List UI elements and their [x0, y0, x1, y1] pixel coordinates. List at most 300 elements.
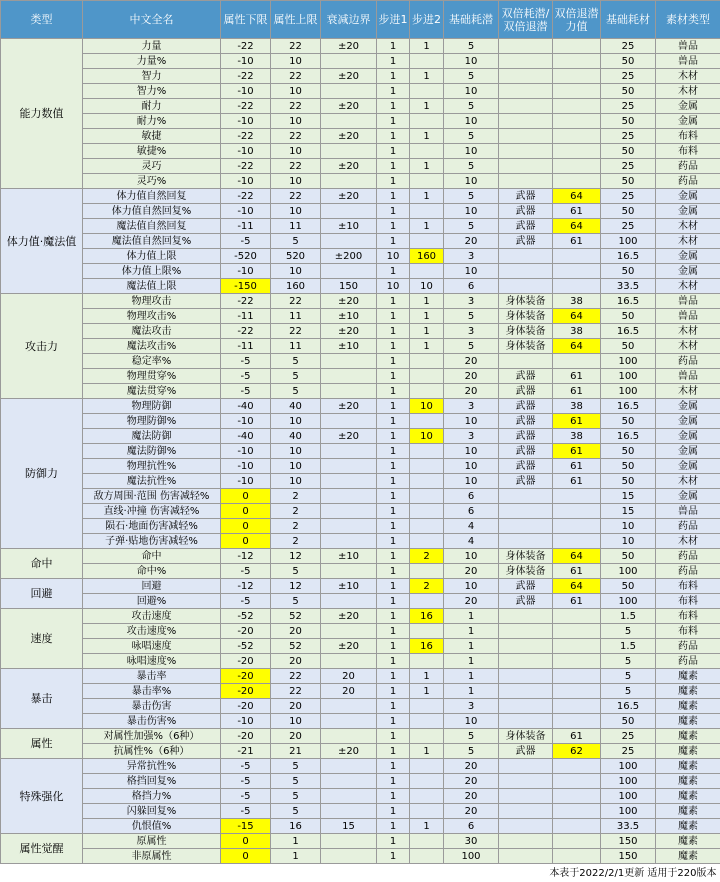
table-cell: 22	[271, 99, 321, 114]
table-row	[1, 264, 720, 279]
table-cell: -10	[221, 114, 271, 129]
table-cell: 木材	[656, 69, 720, 84]
table-cell: 5	[601, 669, 656, 684]
category-cell: 属性	[1, 729, 83, 759]
table-cell: 兽品	[656, 39, 720, 54]
table-cell: 100	[601, 234, 656, 249]
table-cell: 1	[377, 204, 410, 219]
table-cell	[321, 849, 377, 864]
table-cell: 5	[444, 39, 499, 54]
attribute-name-cell: 魔法值自然回复%	[83, 234, 221, 249]
table-cell: 5	[444, 219, 499, 234]
attribute-name-cell: 抗属性%（6种）	[83, 744, 221, 759]
table-cell: 1	[377, 609, 410, 624]
table-cell	[499, 159, 553, 174]
table-cell: 布料	[656, 624, 720, 639]
table-cell: 40	[271, 429, 321, 444]
table-cell	[553, 684, 601, 699]
table-cell: 10	[444, 114, 499, 129]
table-cell: 武器	[499, 414, 553, 429]
table-cell: 魔素	[656, 774, 720, 789]
table-row	[1, 639, 720, 654]
table-cell	[553, 489, 601, 504]
table-cell	[321, 444, 377, 459]
table-cell: 1.5	[601, 609, 656, 624]
table-cell: 1	[444, 624, 499, 639]
attribute-name-cell: 闪躲回复%	[83, 804, 221, 819]
table-cell: 40	[271, 399, 321, 414]
table-cell	[499, 759, 553, 774]
table-cell: 1	[377, 294, 410, 309]
table-cell	[321, 624, 377, 639]
attribute-name-cell: 敌方周围·范围 伤害减轻%	[83, 489, 221, 504]
table-cell: 1	[410, 684, 444, 699]
table-cell: 木材	[656, 84, 720, 99]
category-cell: 攻击力	[1, 294, 83, 399]
table-cell	[410, 534, 444, 549]
table-cell: 100	[601, 774, 656, 789]
table-cell: 64	[553, 549, 601, 564]
table-cell: ±20	[321, 399, 377, 414]
attribute-name-cell: 攻击速度%	[83, 624, 221, 639]
category-cell: 体力值·魔法值	[1, 189, 83, 294]
table-cell: 1	[377, 849, 410, 864]
table-cell: 1	[377, 759, 410, 774]
table-row	[1, 219, 720, 234]
table-cell: 1	[377, 399, 410, 414]
table-cell: 38	[553, 399, 601, 414]
table-cell: 0	[221, 489, 271, 504]
table-cell	[321, 699, 377, 714]
attribute-name-cell: 魔法值上限	[83, 279, 221, 294]
table-cell	[553, 534, 601, 549]
table-cell: 61	[553, 729, 601, 744]
table-cell: -11	[221, 339, 271, 354]
table-cell: 1	[410, 744, 444, 759]
table-cell: 武器	[499, 474, 553, 489]
table-cell: 100	[601, 354, 656, 369]
table-cell: 药品	[656, 519, 720, 534]
table-cell: -10	[221, 174, 271, 189]
table-cell: 木材	[656, 234, 720, 249]
category-cell: 属性觉醒	[1, 834, 83, 864]
table-cell: 20	[444, 789, 499, 804]
table-cell	[321, 489, 377, 504]
table-cell: 魔素	[656, 834, 720, 849]
table-cell: 20	[271, 624, 321, 639]
table-cell: 1	[410, 69, 444, 84]
table-row	[1, 819, 720, 834]
table-cell: 10	[271, 54, 321, 69]
table-cell: 木材	[656, 219, 720, 234]
table-cell: 药品	[656, 174, 720, 189]
footer-note: 本表于2022/2/1更新 适用于220版本	[1, 864, 720, 882]
table-cell: 1	[377, 264, 410, 279]
table-cell: 魔素	[656, 729, 720, 744]
table-cell: 1	[377, 129, 410, 144]
table-cell	[321, 84, 377, 99]
table-cell: 64	[553, 309, 601, 324]
table-cell: -22	[221, 294, 271, 309]
table-cell: 10	[271, 174, 321, 189]
category-cell: 速度	[1, 609, 83, 669]
table-cell: -10	[221, 84, 271, 99]
attribute-name-cell: 陨石·地面伤害减轻%	[83, 519, 221, 534]
category-cell: 回避	[1, 579, 83, 609]
table-cell: -20	[221, 699, 271, 714]
table-cell: 25	[601, 69, 656, 84]
attribute-name-cell: 回避%	[83, 594, 221, 609]
table-cell: 50	[601, 549, 656, 564]
table-cell: 1	[377, 549, 410, 564]
attribute-name-cell: 对属性加强%（6种）	[83, 729, 221, 744]
attribute-name-cell: 灵巧%	[83, 174, 221, 189]
table-cell: 5	[601, 684, 656, 699]
attribute-name-cell: 咏唱速度%	[83, 654, 221, 669]
table-cell	[321, 759, 377, 774]
table-cell	[553, 249, 601, 264]
table-cell: -10	[221, 144, 271, 159]
table-cell	[553, 759, 601, 774]
table-cell: 1	[377, 804, 410, 819]
table-cell: 16.5	[601, 324, 656, 339]
column-header: 属性下限	[221, 1, 271, 39]
table-cell: 1	[377, 684, 410, 699]
table-cell: 10	[271, 444, 321, 459]
table-cell: 5	[271, 354, 321, 369]
attribute-name-cell: 物理攻击	[83, 294, 221, 309]
table-cell: 16	[271, 819, 321, 834]
table-row	[1, 594, 720, 609]
table-cell	[410, 114, 444, 129]
table-cell	[499, 654, 553, 669]
table-cell: 1	[410, 39, 444, 54]
table-cell: 1	[410, 309, 444, 324]
table-cell: -20	[221, 729, 271, 744]
table-cell: -5	[221, 384, 271, 399]
table-cell: 50	[601, 339, 656, 354]
table-cell: 木材	[656, 279, 720, 294]
table-cell: -22	[221, 99, 271, 114]
table-cell: 木材	[656, 384, 720, 399]
table-cell: 1	[377, 354, 410, 369]
table-cell: 61	[553, 474, 601, 489]
table-cell: 布料	[656, 579, 720, 594]
table-cell: 武器	[499, 369, 553, 384]
table-cell: 25	[601, 99, 656, 114]
table-cell	[499, 84, 553, 99]
table-cell	[321, 714, 377, 729]
table-cell: 20	[444, 774, 499, 789]
table-cell: 金属	[656, 114, 720, 129]
table-cell	[410, 654, 444, 669]
table-cell	[499, 834, 553, 849]
table-cell: ±20	[321, 159, 377, 174]
table-cell: 1	[377, 69, 410, 84]
table-cell: 5	[444, 129, 499, 144]
table-cell	[553, 144, 601, 159]
table-cell: 1	[377, 324, 410, 339]
table-cell: 1	[377, 369, 410, 384]
table-cell: -10	[221, 414, 271, 429]
table-cell: 50	[601, 414, 656, 429]
table-cell: 5	[271, 594, 321, 609]
table-cell: 10	[444, 204, 499, 219]
table-cell: 兽品	[656, 309, 720, 324]
table-cell: 10	[377, 279, 410, 294]
table-cell: 兽品	[656, 294, 720, 309]
table-cell: 1	[377, 669, 410, 684]
attribute-name-cell: 物理贯穿%	[83, 369, 221, 384]
attribute-name-cell: 魔法攻击%	[83, 339, 221, 354]
attribute-name-cell: 原属性	[83, 834, 221, 849]
table-cell: 1	[377, 594, 410, 609]
attribute-name-cell: 魔法贯穿%	[83, 384, 221, 399]
table-cell: -520	[221, 249, 271, 264]
table-cell: 38	[553, 294, 601, 309]
table-cell	[499, 39, 553, 54]
table-cell	[553, 819, 601, 834]
table-cell: 木材	[656, 474, 720, 489]
table-cell: 魔素	[656, 804, 720, 819]
table-cell: 身体装备	[499, 339, 553, 354]
category-cell: 能力数值	[1, 39, 83, 189]
attribute-name-cell: 魔法防御%	[83, 444, 221, 459]
table-row	[1, 684, 720, 699]
table-row	[1, 69, 720, 84]
table-cell: 100	[601, 789, 656, 804]
table-row	[1, 669, 720, 684]
table-cell: 10	[271, 84, 321, 99]
table-cell: 61	[553, 414, 601, 429]
table-row	[1, 654, 720, 669]
table-cell: ±200	[321, 249, 377, 264]
table-cell	[410, 54, 444, 69]
table-row	[1, 369, 720, 384]
table-cell: 金属	[656, 459, 720, 474]
table-cell	[499, 849, 553, 864]
table-cell: 1	[377, 639, 410, 654]
table-cell: 1	[410, 339, 444, 354]
table-cell: 1	[410, 189, 444, 204]
table-cell	[553, 654, 601, 669]
table-cell: 1	[377, 99, 410, 114]
table-row	[1, 114, 720, 129]
table-cell: -10	[221, 264, 271, 279]
attribute-name-cell: 物理防御	[83, 399, 221, 414]
attribute-name-cell: 暴击率	[83, 669, 221, 684]
table-cell: 魔素	[656, 669, 720, 684]
table-cell	[499, 354, 553, 369]
table-cell: -22	[221, 159, 271, 174]
table-row	[1, 354, 720, 369]
table-row	[1, 234, 720, 249]
table-cell: 22	[271, 159, 321, 174]
table-row	[1, 249, 720, 264]
table-cell	[499, 714, 553, 729]
table-cell: 10	[601, 534, 656, 549]
attribute-name-cell: 命中	[83, 549, 221, 564]
table-cell: 6	[444, 819, 499, 834]
table-cell: 药品	[656, 549, 720, 564]
table-cell	[410, 414, 444, 429]
table-cell: -5	[221, 789, 271, 804]
table-cell: 11	[271, 339, 321, 354]
table-cell: ±20	[321, 744, 377, 759]
table-cell	[321, 789, 377, 804]
table-row	[1, 729, 720, 744]
table-cell: 20	[444, 369, 499, 384]
attribute-name-cell: 直线·冲撞 伤害减轻%	[83, 504, 221, 519]
table-cell: 16.5	[601, 699, 656, 714]
table-cell: 64	[553, 219, 601, 234]
table-cell	[321, 729, 377, 744]
table-cell: 1	[410, 669, 444, 684]
table-cell: 50	[601, 474, 656, 489]
table-cell: 金属	[656, 99, 720, 114]
table-cell: -15	[221, 819, 271, 834]
table-cell: 50	[601, 579, 656, 594]
table-row	[1, 174, 720, 189]
table-cell	[499, 174, 553, 189]
table-cell	[410, 204, 444, 219]
table-cell: 1	[444, 654, 499, 669]
table-row	[1, 789, 720, 804]
table-cell: 5	[271, 774, 321, 789]
table-cell	[410, 789, 444, 804]
table-row	[1, 579, 720, 594]
table-cell	[499, 99, 553, 114]
table-row	[1, 474, 720, 489]
table-cell: 1	[377, 84, 410, 99]
table-cell: 3	[444, 399, 499, 414]
column-header: 基础耗材	[601, 1, 656, 39]
table-cell	[321, 804, 377, 819]
table-cell: 10	[410, 399, 444, 414]
table-cell: 22	[271, 39, 321, 54]
table-cell: 20	[271, 699, 321, 714]
table-cell: 12	[271, 549, 321, 564]
table-body	[1, 39, 720, 882]
table-cell: -20	[221, 624, 271, 639]
column-header: 步进1	[377, 1, 410, 39]
table-cell	[499, 609, 553, 624]
table-cell: -5	[221, 234, 271, 249]
table-cell: 15	[321, 819, 377, 834]
table-cell: 武器	[499, 384, 553, 399]
table-cell: 25	[601, 729, 656, 744]
table-cell: 兽品	[656, 504, 720, 519]
table-cell: 武器	[499, 399, 553, 414]
table-cell: ±20	[321, 609, 377, 624]
table-cell: 魔素	[656, 819, 720, 834]
table-cell: 15	[601, 504, 656, 519]
table-cell: 1	[377, 699, 410, 714]
table-cell: 10	[444, 144, 499, 159]
table-cell: 魔素	[656, 744, 720, 759]
table-cell	[553, 159, 601, 174]
table-cell	[410, 564, 444, 579]
table-row	[1, 504, 720, 519]
table-cell: 武器	[499, 189, 553, 204]
table-cell: -52	[221, 609, 271, 624]
table-cell	[410, 474, 444, 489]
table-cell: 10	[271, 204, 321, 219]
table-cell: 5	[271, 384, 321, 399]
table-cell	[321, 144, 377, 159]
table-row	[1, 714, 720, 729]
attribute-name-cell: 耐力	[83, 99, 221, 114]
table-cell: 1	[271, 849, 321, 864]
table-cell	[553, 129, 601, 144]
attribute-name-cell: 暴击伤害	[83, 699, 221, 714]
table-cell	[553, 264, 601, 279]
table-row	[1, 204, 720, 219]
table-cell: -5	[221, 369, 271, 384]
table-cell: 100	[601, 759, 656, 774]
attribute-name-cell: 敏捷	[83, 129, 221, 144]
table-cell: 2	[410, 579, 444, 594]
table-cell	[410, 489, 444, 504]
table-cell: 25	[601, 159, 656, 174]
table-row	[1, 804, 720, 819]
table-cell: -5	[221, 759, 271, 774]
table-cell: 1	[377, 444, 410, 459]
table-cell	[499, 789, 553, 804]
table-cell	[553, 849, 601, 864]
table-cell: 金属	[656, 204, 720, 219]
table-cell: 1	[271, 834, 321, 849]
table-cell: 64	[553, 339, 601, 354]
table-cell	[499, 804, 553, 819]
table-cell: 1	[377, 159, 410, 174]
attribute-name-cell: 回避	[83, 579, 221, 594]
table-cell: 武器	[499, 219, 553, 234]
table-row	[1, 129, 720, 144]
table-cell	[410, 234, 444, 249]
table-cell	[553, 624, 601, 639]
table-cell: 10	[444, 84, 499, 99]
table-cell: 50	[601, 264, 656, 279]
attribute-name-cell: 咏唱速度	[83, 639, 221, 654]
column-header: 双倍耗潜/双倍退潜	[499, 1, 553, 39]
table-cell: 2	[271, 519, 321, 534]
table-cell: 1	[377, 54, 410, 69]
table-cell: 1	[377, 429, 410, 444]
attribute-name-cell: 力量	[83, 39, 221, 54]
table-cell: -10	[221, 474, 271, 489]
table-row	[1, 399, 720, 414]
table-cell	[553, 54, 601, 69]
table-cell: 38	[553, 429, 601, 444]
table-row	[1, 39, 720, 54]
table-cell	[410, 849, 444, 864]
table-cell: 金属	[656, 444, 720, 459]
table-row	[1, 774, 720, 789]
table-cell	[410, 444, 444, 459]
table-cell: 魔素	[656, 699, 720, 714]
attribute-name-cell: 智力%	[83, 84, 221, 99]
table-cell: 100	[444, 849, 499, 864]
table-cell: -22	[221, 189, 271, 204]
table-cell	[410, 729, 444, 744]
attribute-name-cell: 仇恨值%	[83, 819, 221, 834]
table-cell: 魔素	[656, 714, 720, 729]
table-cell: -21	[221, 744, 271, 759]
table-cell: 5	[444, 339, 499, 354]
table-cell: 50	[601, 444, 656, 459]
table-cell: 武器	[499, 579, 553, 594]
